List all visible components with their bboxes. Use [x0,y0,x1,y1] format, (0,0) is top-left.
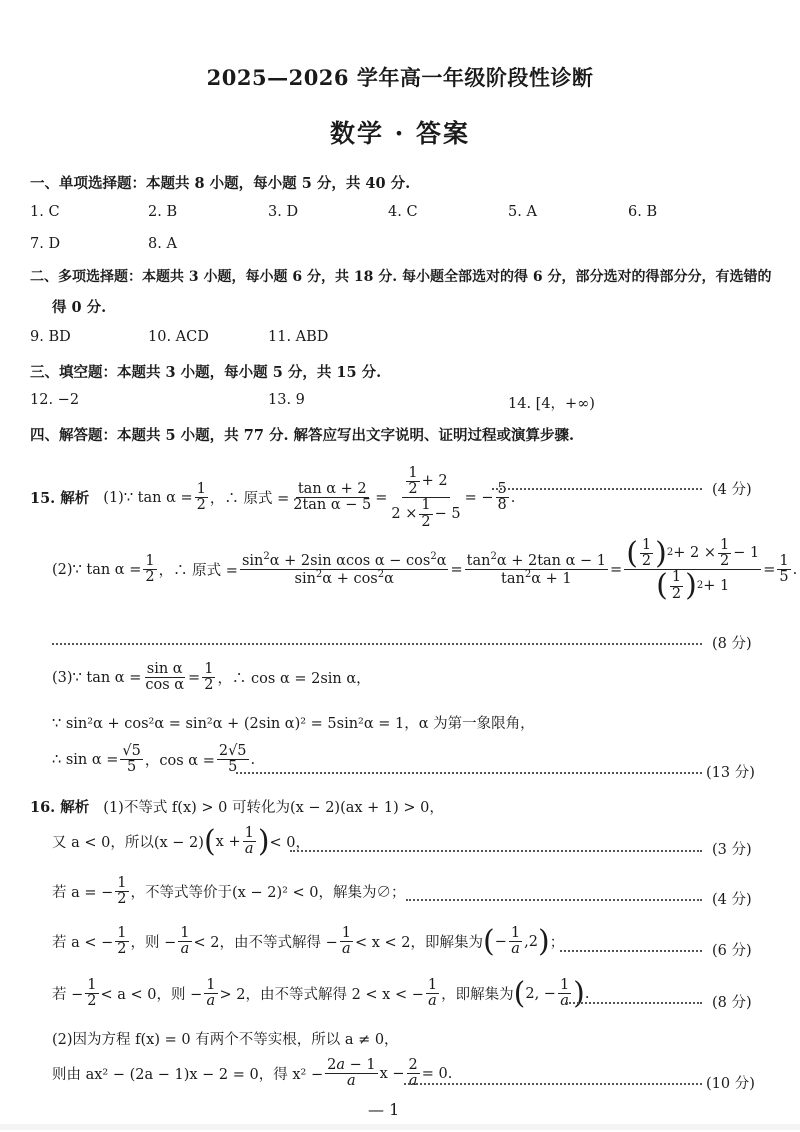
fraction: $\frac{1}{a}$ [244,825,254,858]
fraction: $\frac{1}{a}$ [510,925,521,958]
q16-line4: 若 a < − $\frac{1}{2}$ ，则 − $\frac{1}{a}$ < 2，由不等式解得 − $\frac{1}{a}$ < x < 2，即解集为 ( − $\frac{1}{a}$ ,2 ) ； [52,923,565,959]
q15-p2-prefix: (2)∵ tan α = [52,561,142,578]
fraction: $\frac{1}{2}$ [117,925,127,958]
q15-p1-end: = − [464,489,494,506]
fraction: $\frac{\text{tan α + 2}}{\text{2tan α − 5}}$ [293,481,372,514]
fraction: $\frac{1}{2}$ [204,661,214,694]
dotted-leader [404,1083,702,1085]
fraction: ( $\frac{1}{2}$ ) 2 + 2 × $\frac{1}{2}$ − 1 ( $\frac{1}{2}$ ) 2 + 1 [626,535,760,604]
fraction: $\frac{1}{a}$ [180,925,190,958]
dotted-leader [52,643,702,645]
q16-l5-b: < a < 0，则 − [100,987,203,1004]
footer-bar [0,1124,800,1130]
fraction: $\frac{1}{2}$ + 2 2 × $\frac{1}{2}$ − 5 [391,465,461,530]
fraction: $\frac{\text{sin α}}{\text{cos α}}$ [145,661,185,694]
fraction: $\frac{\sin^2\alpha + 2\sin \alpha\cos \alpha - \cos^2\alpha}{\sin^2\alpha + \cos^2\alpha}$ [241,551,447,588]
q15-p3-l3-mid: ，cos α = [144,753,215,770]
fraction: $\frac{\tan^2\alpha + 2\tan \alpha - 1}{\tan^2\alpha + 1}$ [466,551,607,588]
fraction: $\frac{2√5}{5}$ [218,743,247,776]
q16-line7 [52,1058,452,1089]
q16-l3-end: ，不等式等价于(x − 2)² < 0，解集为∅； [130,885,406,902]
page-subtitle: 数学 · 答案 [329,119,471,148]
answer-item: 9. BD [30,329,71,345]
fraction: $\frac{2a - 1}{a}$ [327,1057,376,1090]
answer-item: 10. ACD [148,329,209,345]
fraction: $\frac{1}{a}$ [206,977,216,1010]
q16-l2-prefix: 又 a < 0，所以(x − 2) [52,835,204,852]
q16-line3 [52,876,406,907]
q15-p3-end: ，∴ cos α = 2sin α， [217,671,371,688]
section2-heading: 二、多项选择题：本题共 3 小题，每小题 6 分，共 18 分. 每小题全部选对的得 6 分，部分选对的得部分分，有选错的 [30,269,772,285]
q16-line6: (2)因为方程 f(x) = 0 有两个不等实根，所以 a ≠ 0， [52,1032,399,1048]
q16-l4-c: < 2，由不等式解得 − [193,935,338,952]
dotted-leader [560,950,702,952]
dotted-leader [290,850,702,852]
q16-l1: (1)不等式 f(x) > 0 可转化为(x − 2)(ax + 1) > 0， [103,800,444,816]
q15-label: 15. 解析 [30,490,90,508]
q15-p2-mid: ，∴ 原式 = [158,563,238,580]
section1-heading: 一、单项选择题：本题共 8 小题，每小题 5 分，共 40 分. [30,175,411,192]
q16-label: 16. 解析 [30,799,90,816]
answer-item: 8. A [148,236,177,252]
q16-line5: 若 − $\frac{1}{2}$ < a < 0，则 − $\frac{1}{a}$ > 2，由不等式解得 2 < x < − $\frac{1}{a}$ ，即解集为 ( 2, − $\frac{1}{a}$ ) . [52,975,590,1011]
page-number: — 1 [368,1100,400,1119]
q16-l5-d: ，即解集为 [441,987,514,1004]
q16-l7-points: (10 分) [706,1076,755,1092]
section4-heading: 四、解答题：本题共 5 小题，共 77 分. 解答应写出文字说明、证明过程或演算步骤. [30,427,575,444]
answer-item: 13. 9 [268,392,305,408]
q15-p3-points: (13 分) [706,765,755,781]
answer-item: 5. A [508,204,537,220]
fraction: $\frac{1}{2}$ [196,481,206,514]
q16-l2-end: < 0， [269,835,311,852]
q15-p3-l3-prefix: ∴ sin α = [52,751,119,768]
q15-part3-line3: ∴ sin α = $\frac{√5}{5}$ ，cos α = $\frac{2√5}{5}$ . [52,743,256,776]
q16-l5-c: > 2，由不等式解得 2 < x < − [219,987,424,1004]
section3-heading: 三、填空题：本题共 3 小题，每小题 5 分，共 15 分. [30,364,382,381]
q15-p1-points: (4 分) [712,482,752,498]
answer-item: 1. C [30,204,60,220]
q15-part3-line1: (3)∵ tan α = $\frac{\text{sin α}}{\text{cos α}}$ = $\frac{1}{2}$ ，∴ cos α = 2sin α， [52,661,371,694]
q16-l7-end: = 0. [421,1065,453,1082]
dotted-leader [566,1002,702,1004]
q16-l4-points: (6 分) [712,943,752,959]
dotted-leader [236,772,702,774]
page-title: 2025—2026 学年高一年级阶段性诊断 [206,65,594,90]
fraction: $\frac{1}{2}$ [87,977,97,1010]
answer-item: 7. D [30,236,61,252]
fraction: $\frac{1}{2}$ [117,875,127,908]
q15-p2-points: (8 分) [712,636,752,652]
dotted-leader [492,488,702,490]
fraction: $\frac{1}{a}$ [427,977,438,1010]
q15-part1: 15. 解析 (1)∵ tan α = $\frac{1}{2}$ ，∴ 原式 = $\frac{\text{tan α + 2}}{\text{2tan α − 5}}$ = $\frac{1}{2}$ + 2 2 × $\frac{1}{2}$ − 5 = − $\frac{5}{8}$ . [30,465,516,530]
answer-item: 6. B [628,204,658,220]
q16-l5-points: (8 分) [712,995,752,1011]
q16-l4-a: 若 a < − [52,935,114,952]
q16-l2-points: (3 分) [712,842,752,858]
q15-p1-prefix: (1)∵ tan α = [103,489,193,506]
fraction: $\frac{5}{8}$ [497,481,507,514]
q16-l7-mid: x − [379,1065,405,1082]
fraction: $\frac{1}{5}$ [779,553,789,586]
q15-part3-line2: ∵ sin²α + cos²α = sin²α + (2sin α)² = 5sin²α = 1，α 为第一象限角， [52,716,535,732]
q15-p1-mid: ，∴ 原式 = [209,491,290,508]
q16-l7-prefix: 则由 ax² − (2a − 1)x − 2 = 0，得 x² − [52,1067,324,1084]
answer-item: 12. −2 [30,392,80,408]
q16-line2: 又 a < 0，所以(x − 2) ( x + $\frac{1}{a}$ ) < 0， [52,823,311,859]
fraction: $\frac{1}{2}$ [145,553,155,586]
answer-item: 11. ABD [268,329,329,345]
fraction: $\frac{1}{a}$ [559,977,570,1010]
q16-l4-d: < x < 2，即解集为 [355,935,484,952]
section2-heading-cont: 得 0 分. [52,299,107,316]
answer-item: 4. C [388,204,418,220]
answer-item: 3. D [268,204,299,220]
q16-l4-b: ，则 − [130,935,177,952]
q16-l5-a: 若 − [52,987,84,1004]
q16-l3-prefix: 若 a = − [52,885,114,902]
dotted-leader [406,899,702,901]
fraction: $\frac{1}{a}$ [341,925,351,958]
answer-item: 14. [4，+∞) [508,396,595,412]
fraction: $\frac{2}{a}$ [408,1057,418,1090]
q16-l3-points: (4 分) [712,892,752,908]
fraction: $\frac{√5}{5}$ [122,743,141,776]
q16-line1 [30,796,444,817]
answer-item: 2. B [148,204,178,220]
q15-part2: (2)∵ tan α = $\frac{1}{2}$ ，∴ 原式 = $\frac{\sin^2\alpha + 2\sin \alpha\cos \alpha - \cos^2\alpha}{\sin^2\alpha + \cos^2\alpha}$ = $\frac{\tan^2\alpha + 2\tan \alpha - 1}{\tan^2\alpha + 1}$ = ( $\frac{1}{2}$ ) 2 + 2 × $\frac{1}{2}$ − 1 ( $\frac{1}{2}$ ) 2 + 1 = $\frac{1}{5}$ . [52,535,798,604]
q15-p3-prefix: (3)∵ tan α = [52,669,142,686]
